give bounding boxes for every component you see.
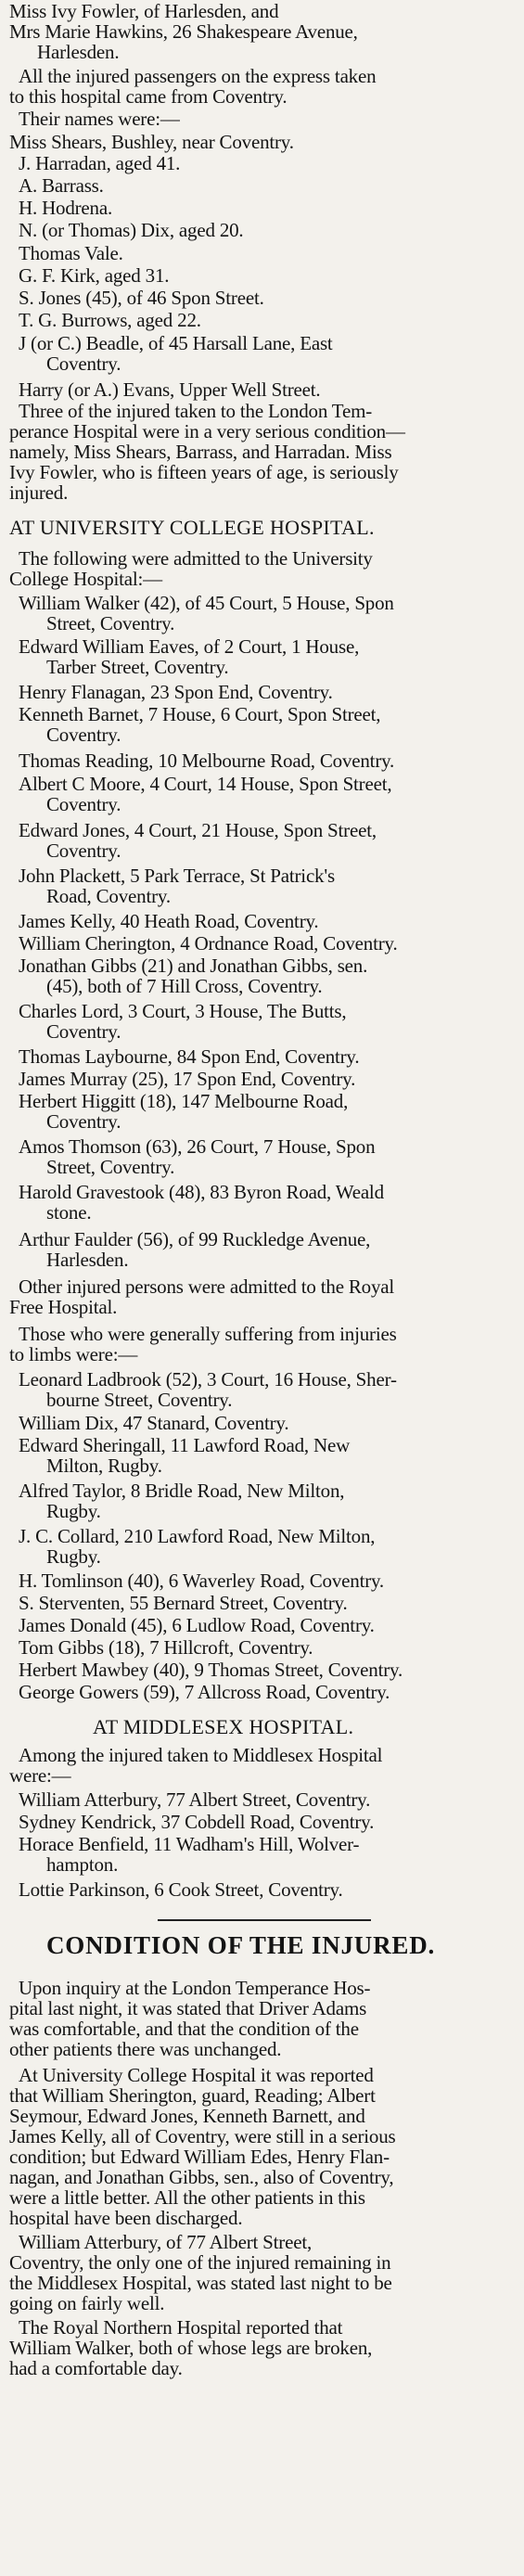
text-line: William Atterbury, of 77 Albert Street, (19, 2231, 313, 2253)
text-line: Rugby. (46, 1545, 101, 1568)
text-line: Arthur Faulder (56), of 99 Ruckledge Avenue, (19, 1228, 371, 1250)
text-line: Those who were generally suffering from injuries (19, 1323, 397, 1345)
text-line: Thomas Laybourne, 84 Spon End, Coventry. (19, 1045, 360, 1068)
text-line: hampton. (46, 1853, 119, 1876)
text-line: Among the injured taken to Middlesex Hospital (19, 1744, 383, 1766)
text-line: Albert C Moore, 4 Court, 14 House, Spon Street, (19, 773, 392, 795)
text-line: Sydney Kendrick, 37 Cobdell Road, Coventry. (19, 1811, 375, 1833)
text-line: Charles Lord, 3 Court, 3 House, The Butts, (19, 1000, 347, 1022)
text-line: Herbert Mawbey (40), 9 Thomas Street, Coventry. (19, 1659, 403, 1681)
text-line: pital last night, it was stated that Driver Adams (9, 1997, 367, 2019)
text-line: Milton, Rugby. (46, 1455, 162, 1477)
text-line: Their names were:— (19, 108, 180, 130)
text-line: Thomas Vale. (19, 242, 123, 264)
text-line: S. Jones (45), of 46 Spon Street. (19, 287, 264, 309)
text-line: were:— (9, 1764, 71, 1787)
text-line: had a comfortable day. (9, 2357, 183, 2379)
text-line: to limbs were:— (9, 1343, 138, 1365)
text-line: William Dix, 47 Stanard, Coventry. (19, 1412, 289, 1434)
text-line: Lottie Parkinson, 6 Cook Street, Coventry. (19, 1878, 343, 1901)
text-line: Coventry. (46, 724, 121, 746)
text-line: Thomas Reading, 10 Melbourne Road, Coventry. (19, 750, 395, 772)
text-line: Kenneth Barnet, 7 House, 6 Court, Spon Street, (19, 703, 381, 725)
text-line: Coventry. (46, 352, 121, 375)
text-line: James Kelly, all of Coventry, were still in a serious (9, 2125, 396, 2147)
text-line: Edward William Eaves, of 2 Court, 1 House, (19, 635, 360, 658)
text-line: Street, Coventry. (46, 612, 175, 634)
text-line: The following were admitted to the University (19, 547, 373, 570)
text-line: Rugby. (46, 1500, 101, 1522)
text-line: stone. (46, 1201, 92, 1224)
text-line: Tarber Street, Coventry. (46, 656, 229, 678)
text-line: Amos Thomson (63), 26 Court, 7 House, Spon (19, 1135, 376, 1158)
text-line: S. Sterventen, 55 Bernard Street, Coventry. (19, 1592, 348, 1614)
text-line: (45), both of 7 Hill Cross, Coventry. (46, 975, 323, 997)
text-line: Coventry. (46, 1020, 121, 1043)
text-line: William Walker (42), of 45 Court, 5 House, Spon (19, 592, 394, 614)
text-line: Edward Jones, 4 Court, 21 House, Spon Street, (19, 819, 377, 841)
text-line: condition; but Edward William Edes, Henry Flan- (9, 2146, 390, 2168)
text-line: was comfortable, and that the condition of the (9, 2018, 359, 2040)
text-line: William Atterbury, 77 Albert Street, Coventry. (19, 1788, 371, 1811)
text-line: that William Sherington, guard, Reading; Albert (9, 2084, 376, 2107)
text-line: A. Barrass. (19, 174, 104, 197)
text-line: At University College Hospital it was reported (19, 2064, 374, 2086)
text-line: Alfred Taylor, 8 Bridle Road, New Milton, (19, 1480, 345, 1502)
text-line: Miss Ivy Fowler, of Harlesden, and (9, 0, 279, 22)
text-line: were a little better. All the other patients in this (9, 2186, 365, 2209)
text-line: hospital have been discharged. (9, 2207, 243, 2229)
divider-rule (158, 1919, 371, 1921)
text-line: H. Hodrena. (19, 197, 113, 219)
text-line: William Cherington, 4 Ordnance Road, Coventry. (19, 932, 398, 955)
text-line: Free Hospital. (9, 1296, 118, 1318)
text-line: Tom Gibbs (18), 7 Hillcroft, Coventry. (19, 1636, 313, 1659)
text-line: Three of the injured taken to the London Tem- (19, 400, 373, 422)
text-line: J. C. Collard, 210 Lawford Road, New Milton, (19, 1525, 376, 1547)
text-line: Road, Coventry. (46, 885, 171, 907)
text-line: Mrs Marie Hawkins, 26 Shakespeare Avenue, (9, 20, 358, 43)
text-line: William Walker, both of whose legs are broken, (9, 2337, 373, 2359)
text-line: Coventry. (46, 1110, 121, 1133)
text-line: namely, Miss Shears, Barrass, and Harradan. Miss (9, 441, 392, 463)
text-line: Coventry, the only one of the injured remaining in (9, 2251, 391, 2274)
text-line: John Plackett, 5 Park Terrace, St Patrick's (19, 865, 335, 887)
text-line: Harlesden. (46, 1249, 129, 1271)
text-line: to this hospital came from Coventry. (9, 85, 288, 108)
text-line: Harold Gravestook (48), 83 Byron Road, Weald (19, 1181, 384, 1203)
text-line: bourne Street, Coventry. (46, 1389, 233, 1411)
text-line: G. F. Kirk, aged 31. (19, 264, 170, 287)
text-line: N. (or Thomas) Dix, aged 20. (19, 219, 244, 241)
text-line: other patients there was unchanged. (9, 2038, 282, 2060)
text-line: College Hospital:— (9, 568, 162, 590)
section-heading: CONDITION OF THE INJURED. (46, 1931, 436, 1959)
text-line: Ivy Fowler, who is fifteen years of age, is seriously (9, 461, 399, 483)
text-line: Seymour, Edward Jones, Kenneth Barnett, and (9, 2105, 365, 2127)
text-line: Henry Flanagan, 23 Spon End, Coventry. (19, 681, 333, 703)
text-line: Edward Sheringall, 11 Lawford Road, New (19, 1434, 351, 1456)
text-line: going on fairly well. (9, 2292, 165, 2314)
text-line: Jonathan Gibbs (21) and Jonathan Gibbs, sen. (19, 955, 368, 977)
text-line: James Kelly, 40 Heath Road, Coventry. (19, 910, 319, 932)
text-line: J (or C.) Beadle, of 45 Harsall Lane, East (19, 332, 333, 354)
text-line: Leonard Ladbrook (52), 3 Court, 16 House, Sher- (19, 1368, 397, 1391)
text-line: The Royal Northern Hospital reported that (19, 2316, 343, 2339)
text-line: H. Tomlinson (40), 6 Waverley Road, Coventry. (19, 1570, 384, 1592)
text-line: Coventry. (46, 793, 121, 815)
text-line: James Murray (25), 17 Spon End, Coventry. (19, 1068, 356, 1090)
text-line: injured. (9, 481, 69, 504)
text-line: Upon inquiry at the London Temperance Hos- (19, 1977, 371, 1999)
text-line: Miss Shears, Bushley, near Coventry. (9, 131, 294, 153)
text-line: Harlesden. (37, 41, 120, 63)
text-line: All the injured passengers on the express taken (19, 65, 377, 87)
text-line: James Donald (45), 6 Ludlow Road, Coventry. (19, 1614, 375, 1636)
section-heading: AT MIDDLESEX HOSPITAL. (93, 1715, 354, 1738)
text-line: Street, Coventry. (46, 1156, 175, 1178)
text-line: Herbert Higgitt (18), 147 Melbourne Road, (19, 1090, 349, 1112)
text-line: perance Hospital were in a very serious condition— (9, 420, 405, 442)
text-line: J. Harradan, aged 41. (19, 152, 181, 174)
text-line: nagan, and Jonathan Gibbs, sen., also of Coventry, (9, 2166, 394, 2188)
text-line: Horace Benfield, 11 Wadham's Hill, Wolver- (19, 1833, 360, 1855)
text-line: George Gowers (59), 7 Allcross Road, Coventry. (19, 1681, 390, 1703)
text-line: Harry (or A.) Evans, Upper Well Street. (19, 378, 321, 401)
text-line: the Middlesex Hospital, was stated last night to be (9, 2272, 392, 2294)
text-line: Other injured persons were admitted to the Royal (19, 1275, 395, 1298)
text-line: Coventry. (46, 839, 121, 862)
text-line: T. G. Burrows, aged 22. (19, 309, 201, 331)
section-heading: AT UNIVERSITY COLLEGE HOSPITAL. (9, 516, 375, 539)
